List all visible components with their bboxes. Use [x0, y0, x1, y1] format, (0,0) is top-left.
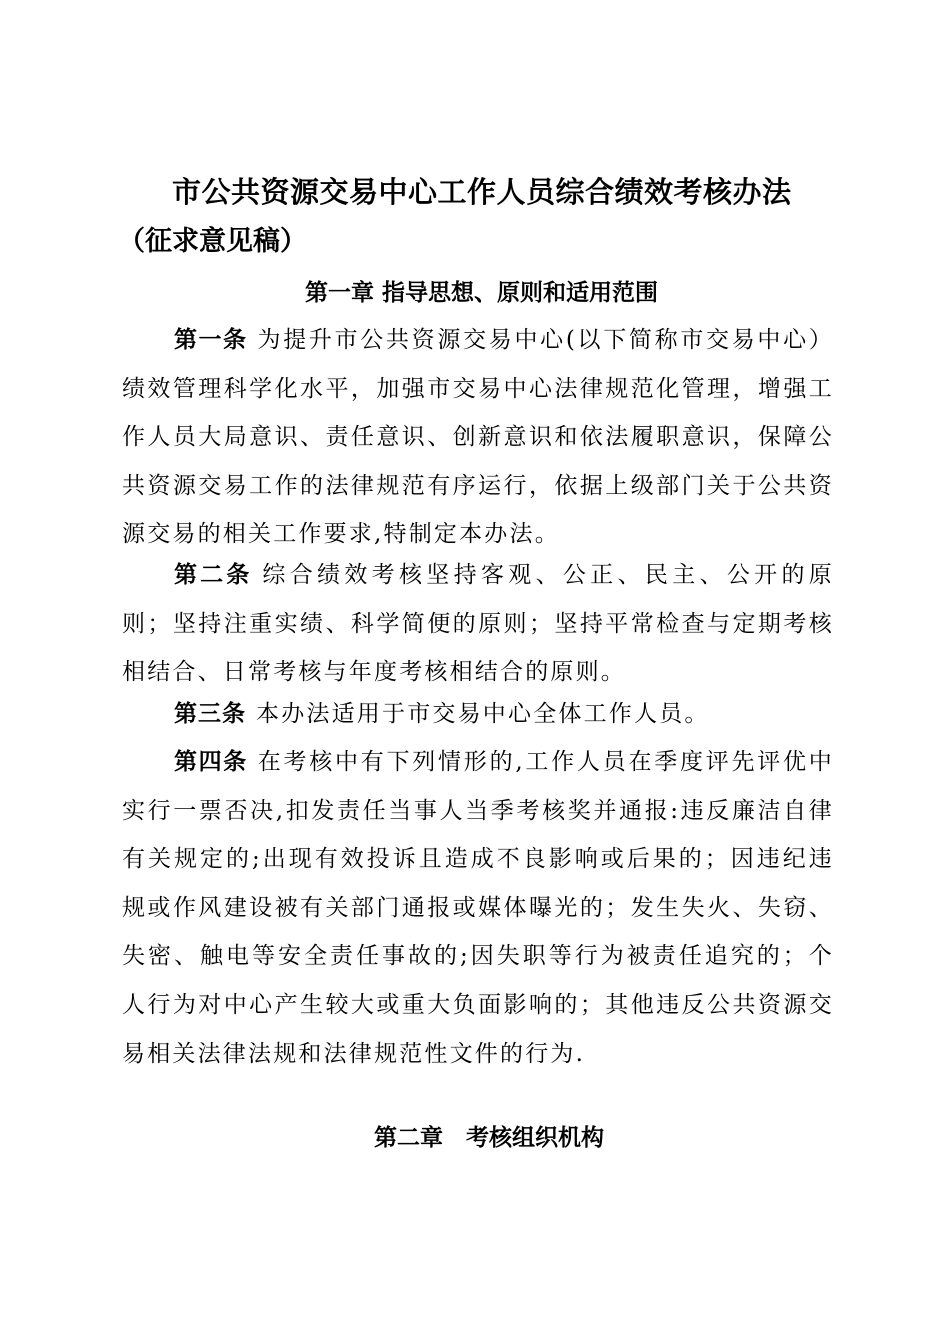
article-3 — [122, 690, 834, 739]
article-4 — [122, 738, 834, 1078]
article-1 — [122, 316, 834, 559]
article-1-text: 为提升市公共资源交易中心(以下简称市交易中心）绩效管理科学化水平，加强市交易中心法律规范化管理，增强工作人员大局意识、责任意识、创新意识和依法履职意识，保障公共资源交易工作的法律规范有序运行，依据上级部门关于公共资源交易的相关工作要求,特制定本办法。 — [122, 327, 835, 548]
document-subtitle: （征求意见稿） — [118, 226, 307, 257]
article-4-label: 第四条 — [174, 749, 248, 775]
chapter-1-heading: 第一章 指导思想、原则和适用范围 — [305, 280, 659, 306]
article-2-text: 综合绩效考核坚持客观、公正、民主、公开的原则；坚持注重实绩、科学简便的原则；坚持平常检查与定期考核相结合、日常考核与年度考核相结合的原则。 — [122, 562, 835, 686]
article-2-label: 第二条 — [174, 562, 253, 588]
article-3-text: 本办法适用于市交易中心全体工作人员。 — [256, 701, 710, 727]
document-title: 市公共资源交易中心工作人员综合绩效考核办法 — [172, 175, 792, 209]
article-1-label: 第一条 — [174, 327, 248, 353]
chapter-2-heading: 第二章 考核组织机构 — [374, 1125, 604, 1151]
article-4-text: 在考核中有下列情形的,工作人员在季度评先评优中实行一票否决,扣发责任当事人当季考核奖并通报:违反廉洁自律有关规定的;出现有效投诉且造成不良影响或后果的；因违纪违规或作风建设被有关部门通报或媒体曝光的；发生失火、失窃、失密、触电等安全责任事故的;因失职等行为被责任追究的；个人行为对中心产生较大或重大负面影响的；其他违反公共资源交易相关法律法规和法律规范性文件的行为. — [122, 749, 835, 1067]
article-2 — [122, 551, 834, 697]
article-3-label: 第三条 — [174, 701, 246, 727]
